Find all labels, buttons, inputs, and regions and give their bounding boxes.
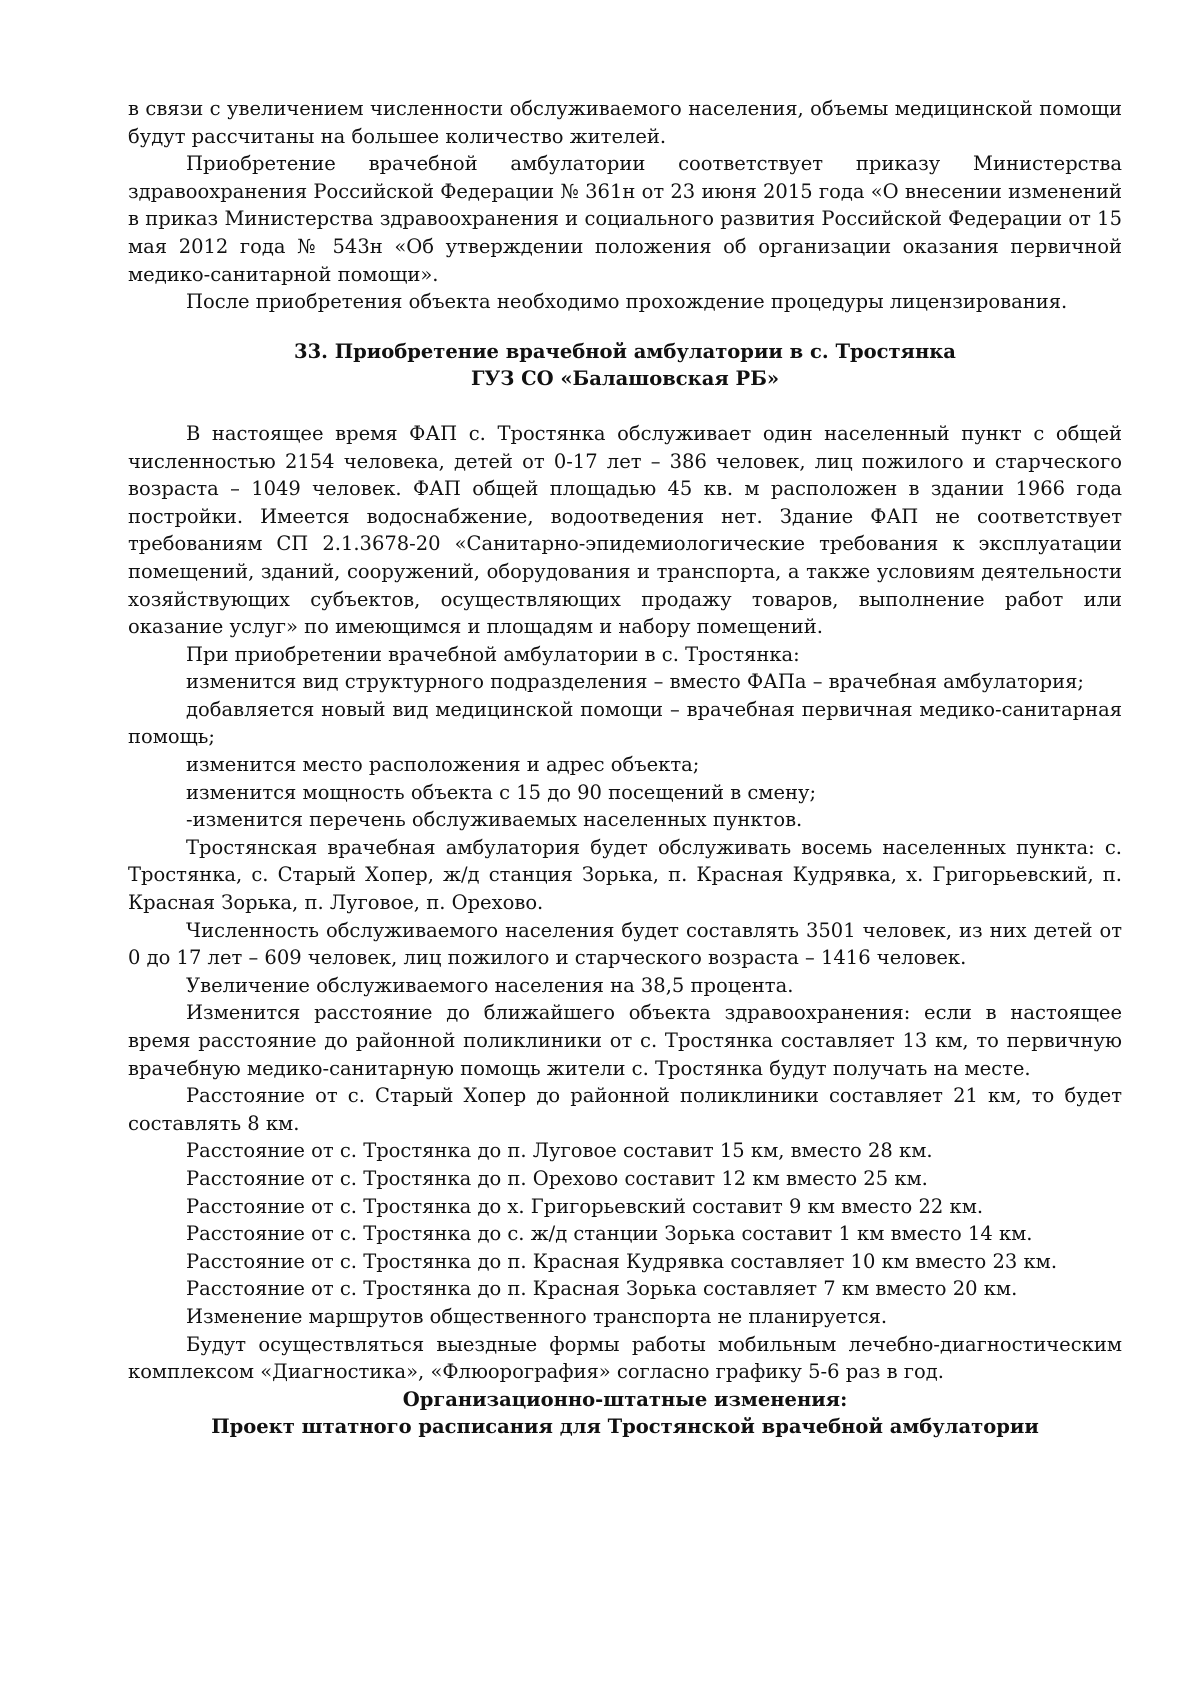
paragraph: Расстояние от с. Тростянка до х. Григорьевский составит 9 км вместо 22 км. [186, 1194, 984, 1218]
paragraph: Расстояние от с. Тростянка до п. Орехово составит 12 км вместо 25 км. [186, 1166, 928, 1190]
paragraph: Расстояние от с. Тростянка до п. Красная Кудрявка составляет 10 км вместо 23 км. [186, 1249, 1058, 1273]
document-body [128, 95, 1122, 1441]
paragraph: Увеличение обслуживаемого населения на 38,5 процента. [186, 973, 794, 997]
staffing-heading: Организационно-штатные изменения: [402, 1387, 848, 1411]
list-item: добавляется новый вид медицинской помощи – врачебная первичная медико-санитарная помощь; [128, 697, 1122, 749]
paragraph: После приобретения объекта необходимо прохождение процедуры лицензирования. [186, 290, 1068, 314]
paragraph: Изменится расстояние до ближайшего объекта здравоохранения: если в настоящее время расстояние до районной поликлиники от с. Тростянка составляет 13 км, то первичную врачебную медико-санитарную помощь жители с. Тростянка будут получать на месте. [128, 1001, 1122, 1080]
paragraph: Приобретение врачебной амбулатории соответствует приказу Министерства здравоохранения Российской Федерации № 361н от 23 июня 2015 года «О внесении изменений в приказ Министерства здравоохранения и социального развития Российской Федерации от 15 мая 2012 года № 543н «Об утверждении положения об организации оказания первичной медико-санитарной помощи». [128, 152, 1122, 286]
staffing-subheading: Проект штатного расписания для Тростянской врачебной амбулатории [211, 1415, 1039, 1439]
paragraph: Расстояние от с. Старый Хопер до районной поликлиники составляет 21 км, то будет составлять 8 км. [128, 1084, 1122, 1135]
paragraph: Изменение маршрутов общественного транспорта не планируется. [186, 1304, 888, 1328]
list-item: изменится мощность объекта с 15 до 90 посещений в смену; [186, 780, 817, 804]
paragraph: Численность обслуживаемого населения будет составлять 3501 человек, из них детей от 0 до 17 лет – 609 человек, лиц пожилого и старческого возраста – 1416 человек. [128, 918, 1122, 970]
paragraph: Расстояние от с. Тростянка до п. Луговое составит 15 км, вместо 28 км. [186, 1139, 933, 1163]
paragraph: в связи с увеличением численности обслуживаемого населения, объемы медицинской помощи будут рассчитаны на большее количество жителей. [128, 97, 1122, 148]
list-item: изменится вид структурного подразделения – вместо ФАПа – врачебная амбулатория; [186, 670, 1084, 694]
section-heading-line-1: 33. Приобретение врачебной амбулатории в с. Тростянка [294, 339, 956, 363]
paragraph: Расстояние от с. Тростянка до с. ж/д станции Зорька составит 1 км вместо 14 км. [186, 1222, 1033, 1246]
list-item: изменится место расположения и адрес объекта; [186, 753, 700, 777]
paragraph: Расстояние от с. Тростянка до п. Красная Зорька составляет 7 км вместо 20 км. [186, 1277, 1018, 1301]
section-heading-line-2: ГУЗ СО «Балашовская РБ» [470, 367, 780, 391]
paragraph: Тростянская врачебная амбулатория будет обслуживать восемь населенных пункта: с. Тростянка, с. Старый Хопер, ж/д станция Зорька, п. Красная Кудрявка, х. Григорьевский, п. Красная Зорька, п. Луговое, п. Орехово. [128, 835, 1122, 915]
section-heading [128, 338, 1122, 393]
list-item: -изменится перечень обслуживаемых населенных пунктов. [186, 808, 803, 832]
paragraph: При приобретении врачебной амбулатории в с. Тростянка: [186, 642, 800, 666]
paragraph: Будут осуществляться выездные формы работы мобильным лечебно-диагностическим комплексом «Диагностика», «Флюорография» согласно графику 5-6 раз в год. [128, 1332, 1122, 1384]
paragraph: В настоящее время ФАП с. Тростянка обслуживает один населенный пункт с общей численностью 2154 человека, детей от 0-17 лет – 386 человек, лиц пожилого и старческого возраста – 1049 человек. ФАП общей площадью 45 кв. м расположен в здании 1966 года постройки. Имеется водоснабжение, водоотведения нет. Здание ФАП не соответствует требованиям СП 2.1.3678-20 «Санитарно-эпидемиологические требования к эксплуатации помещений, зданий, сооружений, оборудования и транспорта, а также условиям деятельности хозяйствующих субъектов, осуществляющих продажу товаров, выполнение работ или оказание услуг» по имеющимся и площадям и набору помещений. [128, 421, 1122, 639]
